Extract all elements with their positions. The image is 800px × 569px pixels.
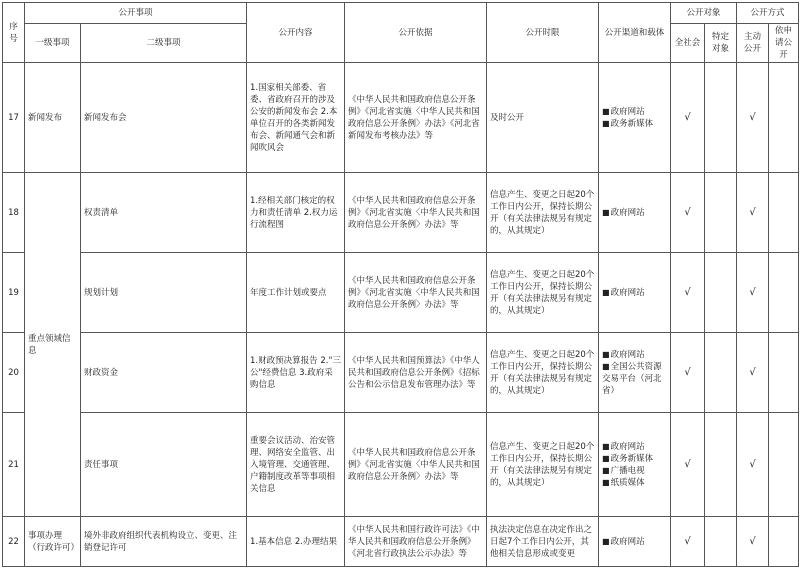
row-basis: 《中华人民共和国预算法》《中华人民共和国政府信息公开条例》《招标公告和公示信息发布管理办法》等 (345, 333, 487, 413)
row-content: 重要会议活动、治安管理、网络安全监管、出入境管理、交通管理、户籍制度改革等事项相关信息 (247, 413, 345, 517)
check-target-all: √ (671, 63, 705, 173)
row-level1: 新闻发布 (25, 63, 81, 173)
row-channel (599, 333, 671, 413)
row-basis: 《中华人民共和国政府信息公开条例》《河北省实施〈中华人民共和国政府信息公开条例〉办法》《河北省新闻发布考核办法》等 (345, 63, 487, 173)
row-basis: 《中华人民共和国政府信息公开条例》《河北省实施〈中华人民共和国政府信息公开条例〉办法》等 (345, 413, 487, 517)
row-level2: 境外非政府组织代表机构设立、变更、注销登记许可 (81, 517, 247, 567)
row-time: 信息产生、变更之日起20个工作日内公开，保持长期公开（有关法律法规另有规定的，从其规定） (487, 253, 599, 333)
channel-item: ■ 政务新媒体 (602, 453, 667, 465)
row-level2: 财政资金 (81, 333, 247, 413)
channel-item: ■ 政府网站 (602, 536, 667, 548)
channel-item: ■ 广播电视 (602, 465, 667, 477)
row-seq: 18 (3, 173, 25, 253)
header-channel: 公开渠道和载体 (599, 3, 671, 63)
row-seq: 20 (3, 333, 25, 413)
table-row (3, 413, 799, 517)
check-target-all: √ (671, 173, 705, 253)
row-time: 信息产生、变更之日起20个工作日内公开，保持长期公开（有关法律法规另有规定的，从其规定） (487, 413, 599, 517)
check-target-all: √ (671, 517, 705, 567)
check-mode-active: √ (737, 333, 769, 413)
header-target-specific: 特定对象 (705, 24, 737, 63)
table-row (3, 173, 799, 253)
row-level2: 责任事项 (81, 413, 247, 517)
header-content: 公开内容 (247, 3, 345, 63)
check-mode-active: √ (737, 173, 769, 253)
channel-item: ■ 全国公共资源交易平台（河北省） (602, 361, 667, 397)
header-level1: 一级事项 (25, 24, 81, 63)
row-content: 1.财政预决算报告 2."三公"经费信息 3.政府采购信息 (247, 333, 345, 413)
row-time: 及时公开 (487, 63, 599, 173)
empty-mode-request (769, 333, 799, 413)
row-content: 年度工作计划或要点 (247, 253, 345, 333)
header-mode-active: 主动公开 (737, 24, 769, 63)
check-target-all: √ (671, 253, 705, 333)
empty-mode-request (769, 413, 799, 517)
row-basis: 《中华人民共和国政府信息公开条例》《河北省实施〈中华人民共和国政府信息公开条例〉办法》等 (345, 173, 487, 253)
check-target-all: √ (671, 333, 705, 413)
table-row (3, 63, 799, 173)
table-row (3, 253, 799, 333)
row-content: 1.国家相关部委、省委、省政府召开的涉及公安的新闻发布会 2.本单位召开的各类新闻发布会、新闻通气会和新闻吹风会 (247, 63, 345, 173)
row-seq: 21 (3, 413, 25, 517)
empty-mode-request (769, 517, 799, 567)
empty-target-specific (705, 413, 737, 517)
header-seq: 序号 (3, 3, 25, 63)
table-row (3, 517, 799, 567)
row-channel (599, 413, 671, 517)
header-time: 公开时限 (487, 3, 599, 63)
row-seq: 22 (3, 517, 25, 567)
check-mode-active: √ (737, 517, 769, 567)
empty-target-specific (705, 63, 737, 173)
row-channel (599, 173, 671, 253)
row-level1: 事项办理（行政许可） (25, 517, 81, 567)
header-basis: 公开依据 (345, 3, 487, 63)
header-level2: 二级事项 (81, 24, 247, 63)
row-basis: 《中华人民共和国政府信息公开条例》《河北省实施〈中华人民共和国政府信息公开条例〉办法》等 (345, 253, 487, 333)
channel-item: ■ 政务新媒体 (602, 118, 667, 130)
row-level2: 规划计划 (81, 253, 247, 333)
row-basis: 《中华人民共和国行政许可法》《中华人民共和国政府信息公开条例》《河北省行政执法公示办法》等 (345, 517, 487, 567)
table-row (3, 333, 799, 413)
channel-item: ■ 政府网站 (602, 106, 667, 118)
row-channel (599, 253, 671, 333)
check-mode-active: √ (737, 253, 769, 333)
header-items-group: 公开事项 (25, 3, 247, 24)
check-mode-active: √ (737, 413, 769, 517)
row-seq: 17 (3, 63, 25, 173)
row-channel (599, 517, 671, 567)
row-level1-merged: 重点领域信息 (25, 173, 81, 517)
disclosure-table (2, 2, 799, 567)
channel-item: ■ 政府网站 (602, 441, 667, 453)
header-mode-request: 依申请公开 (769, 24, 799, 63)
row-time: 信息产生、变更之日起20个工作日内公开，保持长期公开（有关法律法规另有规定的，从其规定） (487, 333, 599, 413)
check-mode-active: √ (737, 63, 769, 173)
row-level2: 新闻发布会 (81, 63, 247, 173)
empty-mode-request (769, 63, 799, 173)
row-content: 1.经相关部门核定的权力和责任清单 2.权力运行流程图 (247, 173, 345, 253)
header-target-all: 全社会 (671, 24, 705, 63)
empty-target-specific (705, 253, 737, 333)
header-target-group: 公开对象 (671, 3, 737, 24)
empty-target-specific (705, 173, 737, 253)
row-seq: 19 (3, 253, 25, 333)
row-channel (599, 63, 671, 173)
row-content: 1.基本信息 2.办理结果 (247, 517, 345, 567)
row-time: 信息产生、变更之日起20个工作日内公开，保持长期公开（有关法律法规另有规定的，从其规定） (487, 173, 599, 253)
channel-item: ■ 政府网站 (602, 287, 667, 299)
empty-target-specific (705, 333, 737, 413)
header-mode-group: 公开方式 (737, 3, 799, 24)
channel-item: ■ 政府网站 (602, 349, 667, 361)
check-target-all: √ (671, 413, 705, 517)
row-level2: 权责清单 (81, 173, 247, 253)
empty-mode-request (769, 173, 799, 253)
channel-item: ■ 纸质媒体 (602, 477, 667, 489)
row-time: 执法决定信息在决定作出之日起7个工作日内公开，其他相关信息形成或变更 (487, 517, 599, 567)
channel-item: ■ 政府网站 (602, 207, 667, 219)
empty-mode-request (769, 253, 799, 333)
empty-target-specific (705, 517, 737, 567)
